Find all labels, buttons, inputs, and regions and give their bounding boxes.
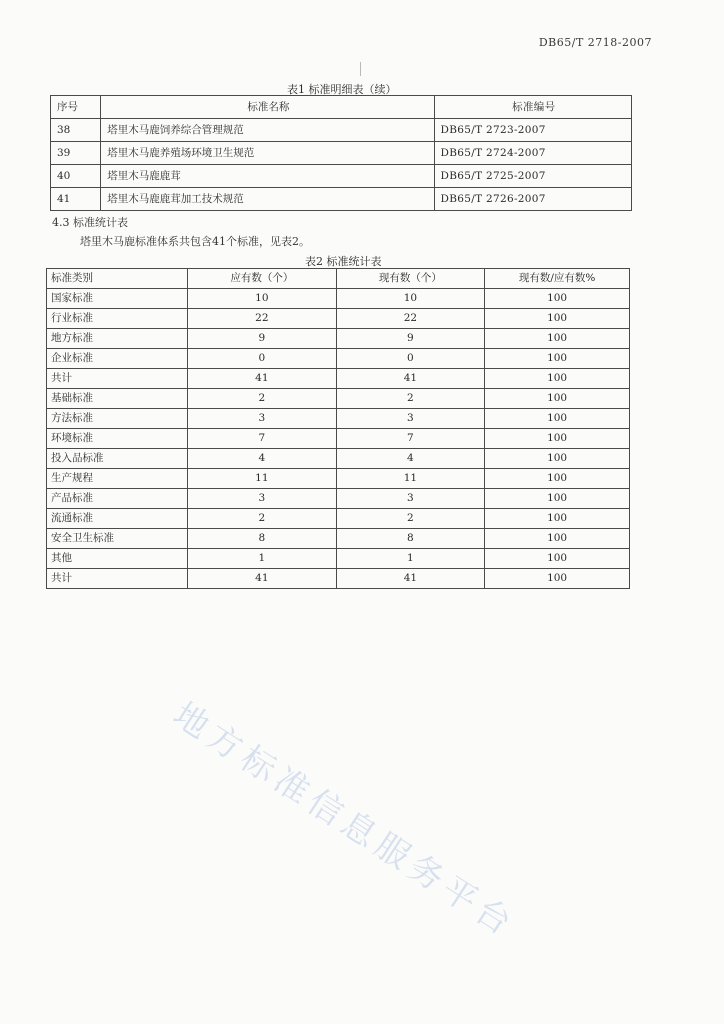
cell-category: 其他 <box>47 549 188 569</box>
table-row <box>47 449 630 469</box>
cell-ratio: 100 <box>485 509 630 529</box>
cell-code: DB65/T 2726-2007 <box>434 188 631 211</box>
cell-name: 塔里木马鹿鹿茸加工技术规范 <box>101 188 434 211</box>
table-row <box>47 549 630 569</box>
cell-category: 安全卫生标准 <box>47 529 188 549</box>
cell-existing: 41 <box>336 369 485 389</box>
cell-ratio: 100 <box>485 369 630 389</box>
standards-detail-table <box>50 95 632 211</box>
cell-existing: 2 <box>336 509 485 529</box>
cell-ratio: 100 <box>485 289 630 309</box>
cell-name: 塔里木马鹿鹿茸 <box>101 165 434 188</box>
cell-no: 41 <box>51 188 101 211</box>
table-header-row <box>51 96 632 119</box>
cell-category: 环境标准 <box>47 429 188 449</box>
cell-existing: 3 <box>336 409 485 429</box>
cell-no: 38 <box>51 119 101 142</box>
cell-existing: 11 <box>336 469 485 489</box>
table-row <box>47 369 630 389</box>
table-row <box>51 165 632 188</box>
cell-ratio: 100 <box>485 309 630 329</box>
cell-existing: 1 <box>336 549 485 569</box>
cell-existing: 9 <box>336 329 485 349</box>
cell-existing: 10 <box>336 289 485 309</box>
cell-ratio: 100 <box>485 429 630 449</box>
column-header-required: 应有数（个） <box>188 269 337 289</box>
cell-name: 塔里木马鹿饲养综合管理规范 <box>101 119 434 142</box>
table-row <box>47 489 630 509</box>
column-header-code: 标准编号 <box>434 96 631 119</box>
table-row <box>47 469 630 489</box>
standards-statistics-table <box>46 268 630 589</box>
cell-required: 41 <box>188 569 337 589</box>
cell-category: 基础标准 <box>47 389 188 409</box>
cell-required: 22 <box>188 309 337 329</box>
cell-no: 39 <box>51 142 101 165</box>
column-header-ratio: 现有数/应有数% <box>485 269 630 289</box>
cell-existing: 22 <box>336 309 485 329</box>
cell-no: 40 <box>51 165 101 188</box>
cell-category: 企业标准 <box>47 349 188 369</box>
cell-code: DB65/T 2724-2007 <box>434 142 631 165</box>
cell-ratio: 100 <box>485 329 630 349</box>
table-row <box>47 429 630 449</box>
cell-ratio: 100 <box>485 469 630 489</box>
table-row <box>47 389 630 409</box>
cell-category: 共计 <box>47 369 188 389</box>
cell-category: 方法标准 <box>47 409 188 429</box>
cell-required: 4 <box>188 449 337 469</box>
cell-required: 7 <box>188 429 337 449</box>
cell-category: 流通标准 <box>47 509 188 529</box>
cell-code: DB65/T 2725-2007 <box>434 165 631 188</box>
table-row <box>47 409 630 429</box>
table-row <box>47 569 630 589</box>
cell-ratio: 100 <box>485 569 630 589</box>
cell-required: 11 <box>188 469 337 489</box>
cell-ratio: 100 <box>485 349 630 369</box>
table-header-row <box>47 269 630 289</box>
table-row <box>47 349 630 369</box>
cell-code: DB65/T 2723-2007 <box>434 119 631 142</box>
cell-existing: 8 <box>336 529 485 549</box>
cell-existing: 7 <box>336 429 485 449</box>
cell-required: 0 <box>188 349 337 369</box>
cell-ratio: 100 <box>485 529 630 549</box>
cell-required: 9 <box>188 329 337 349</box>
cell-category: 共计 <box>47 569 188 589</box>
column-header-no: 序号 <box>51 96 101 119</box>
cell-existing: 3 <box>336 489 485 509</box>
cell-required: 3 <box>188 409 337 429</box>
cell-required: 1 <box>188 549 337 569</box>
document-code: DB65/T 2718-2007 <box>538 36 652 49</box>
table-row <box>51 142 632 165</box>
table1-caption: 表1 标准明细表（续） <box>287 83 397 96</box>
cell-category: 生产规程 <box>47 469 188 489</box>
cell-ratio: 100 <box>485 389 630 409</box>
cell-existing: 4 <box>336 449 485 469</box>
punch-mark <box>360 62 361 76</box>
cell-ratio: 100 <box>485 549 630 569</box>
table-row <box>47 289 630 309</box>
column-header-category: 标准类别 <box>47 269 188 289</box>
cell-ratio: 100 <box>485 409 630 429</box>
section-heading: 4.3 标准统计表 <box>52 216 128 229</box>
table-row <box>47 529 630 549</box>
table2-caption: 表2 标准统计表 <box>305 255 382 268</box>
cell-category: 国家标准 <box>47 289 188 309</box>
column-header-existing: 现有数（个） <box>336 269 485 289</box>
cell-required: 41 <box>188 369 337 389</box>
column-header-name: 标准名称 <box>101 96 434 119</box>
cell-required: 10 <box>188 289 337 309</box>
cell-category: 产品标准 <box>47 489 188 509</box>
cell-ratio: 100 <box>485 449 630 469</box>
cell-required: 3 <box>188 489 337 509</box>
cell-existing: 41 <box>336 569 485 589</box>
cell-category: 投入品标准 <box>47 449 188 469</box>
cell-existing: 0 <box>336 349 485 369</box>
cell-ratio: 100 <box>485 489 630 509</box>
cell-required: 2 <box>188 389 337 409</box>
table-row <box>47 509 630 529</box>
cell-category: 行业标准 <box>47 309 188 329</box>
section-paragraph: 塔里木马鹿标准体系共包含41个标准，见表2。 <box>80 235 310 248</box>
cell-required: 2 <box>188 509 337 529</box>
table-row <box>47 329 630 349</box>
watermark-text: 地方标准信息服务平台 <box>165 694 524 947</box>
table-row <box>51 188 632 211</box>
cell-required: 8 <box>188 529 337 549</box>
cell-category: 地方标准 <box>47 329 188 349</box>
cell-existing: 2 <box>336 389 485 409</box>
cell-name: 塔里木马鹿养殖场环境卫生规范 <box>101 142 434 165</box>
table-row <box>47 309 630 329</box>
table-row <box>51 119 632 142</box>
